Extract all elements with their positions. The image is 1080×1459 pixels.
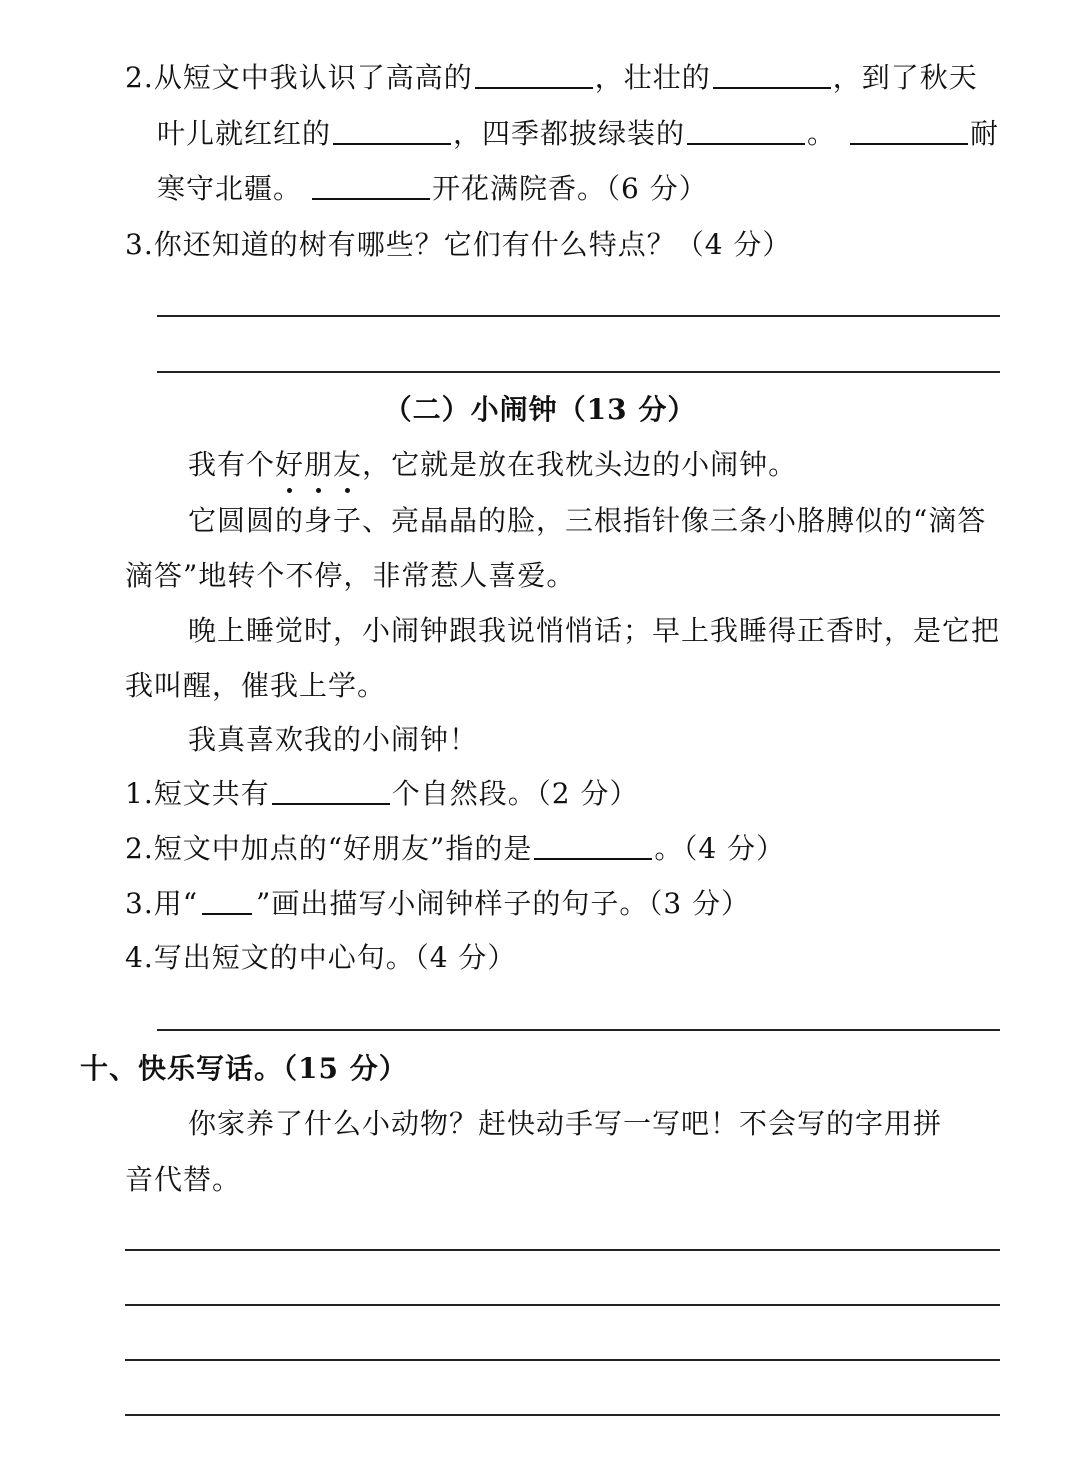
question-text: 从短文中我认识了高高的	[153, 61, 473, 94]
dotted-char: 好	[275, 448, 305, 481]
dotted-char: 友	[333, 448, 363, 481]
question-number: 2.	[125, 61, 154, 94]
writing-line[interactable]	[125, 1414, 1000, 1416]
question-number: 3.	[125, 887, 154, 920]
writing-line[interactable]	[125, 1359, 1000, 1361]
answer-line[interactable]	[157, 371, 1000, 373]
question-3	[125, 227, 791, 263]
passage-paragraph-2-line-1: 它圆圆的身子、亮晶晶的脸，三根指针像三条小胳膊似的“滴答	[188, 504, 987, 537]
passage-paragraph-3-line-1: 晚上睡觉时，小闹钟跟我说悄悄话；早上我睡得正香时，是它把	[188, 614, 1001, 647]
question-text: 写出短文的中心句。（4 分）	[153, 941, 517, 974]
passage-text: 我有个	[188, 448, 276, 481]
answer-line[interactable]	[157, 1029, 1000, 1031]
passage-question-3	[125, 886, 750, 922]
fill-blank[interactable]	[272, 781, 390, 805]
question-text: 你还知道的树有哪些？它们有什么特点？（4 分）	[153, 228, 792, 261]
passage-question-4	[125, 940, 516, 976]
question-2-line-1	[125, 60, 978, 96]
writing-prompt-line-2: 音代替。	[125, 1163, 242, 1196]
passage-paragraph-2-line-2: 滴答”地转个不停，非常惹人喜爱。	[125, 559, 576, 592]
fill-blank[interactable]	[475, 65, 593, 89]
passage-question-1	[125, 776, 638, 812]
passage-paragraph-1	[188, 447, 797, 483]
fill-blank[interactable]	[534, 836, 652, 860]
question-text: ，壮壮的	[594, 61, 711, 94]
question-number: 3.	[125, 228, 154, 261]
passage-paragraph-4: 我真喜欢我的小闹钟！	[188, 723, 479, 756]
question-number: 2.	[125, 832, 154, 865]
dotted-char: 朋	[304, 448, 334, 481]
passage-text: ，它就是放在我枕头边的小闹钟。	[362, 448, 798, 481]
question-text: 。（4 分）	[654, 832, 786, 865]
question-text: 短文中加点的“好朋友”指的是	[153, 832, 533, 865]
writing-line[interactable]	[125, 1249, 1000, 1251]
fill-blank[interactable]	[713, 65, 831, 89]
question-text: 寒守北疆。	[157, 172, 303, 205]
fill-blank[interactable]	[687, 121, 805, 145]
fill-blank[interactable]	[850, 121, 968, 145]
passage-paragraph-3-line-2: 我叫醒，催我上学。	[125, 669, 387, 702]
question-text: 短文共有	[153, 777, 270, 810]
answer-line[interactable]	[157, 315, 1000, 317]
question-text: ，到了秋天	[832, 61, 978, 94]
question-number: 4.	[125, 941, 154, 974]
underline-sample	[202, 891, 252, 915]
question-number: 1.	[125, 777, 154, 810]
writing-line[interactable]	[125, 1304, 1000, 1306]
question-text: 个自然段。（2 分）	[391, 777, 639, 810]
question-text: ”画出描写小闹钟样子的句子。（3 分）	[256, 887, 751, 920]
question-2-line-2	[157, 116, 999, 152]
question-text: 叶儿就红红的	[157, 117, 332, 150]
question-text: 用“	[153, 887, 199, 920]
fill-blank[interactable]	[333, 121, 451, 145]
passage-title: （二）小闹钟（13 分）	[383, 393, 697, 426]
question-text: 耐	[970, 117, 1000, 150]
question-text: ，四季都披绿装的	[453, 117, 686, 150]
question-text: 。	[807, 117, 837, 150]
fill-blank[interactable]	[312, 176, 430, 200]
writing-prompt-line-1: 你家养了什么小动物？赶快动手写一写吧！不会写的字用拼	[188, 1107, 943, 1140]
section-title: 十、快乐写话。（15 分）	[80, 1052, 408, 1085]
question-2-line-3	[157, 171, 708, 207]
passage-question-2	[125, 831, 785, 867]
question-text: 开花满院香。（6 分）	[432, 172, 708, 205]
